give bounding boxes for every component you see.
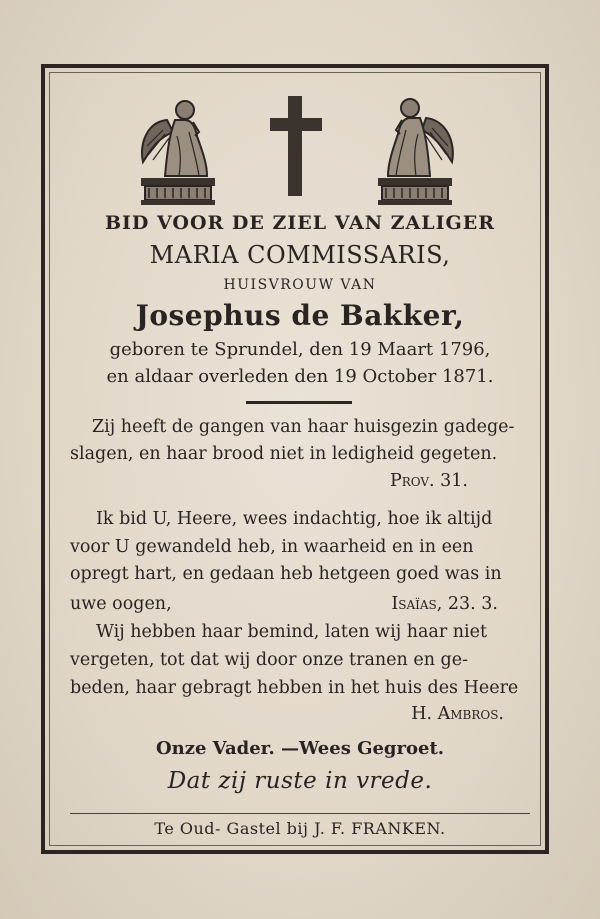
death-line: en aldaar overleden den 19 October 1871. [106,366,494,387]
footer-rule [70,813,530,814]
verse1-line1: Zij heeft de gangen van haar huisgezin gadege- [92,417,515,437]
heading: BID VOOR DE ZIEL VAN ZALIGER [104,212,496,234]
spouse-name: Josephus de Bakker, [135,299,465,332]
verse2-line3: opregt hart, en gedaan heb hetgeen goed was in [70,564,502,584]
deceased-name: MARIA COMMISSARIS, [149,241,451,269]
verse2-line2: voor U gewandeld heb, in waarheid en in een [70,537,474,557]
closing-phrase: Dat zij ruste in vrede. [167,768,433,794]
verse3-line3: beden, haar gebragt hebben in het huis des Heere [70,678,519,698]
verse3-line2: vergeten, tot dat wij door onze tranen en ge- [70,650,469,670]
spouse-intro: HUISVROUW VAN [223,277,377,293]
printer-line: Te Oud- Gastel bij J. F. FRANKEN. [154,819,446,838]
praying-angel-right-icon [372,90,458,208]
praying-angel-left-icon [137,92,223,208]
verse1-line2: slagen, en haar brood niet in ledigheid gegeten. [70,444,498,464]
verse2-line1: Ik bid U, Heere, wees indachtig, hoe ik altijd [96,509,493,529]
prayers: Onze Vader. —Wees Gegroet. [155,738,445,759]
verse3-line1: Wij hebben haar bemind, laten wij haar niet [96,622,488,642]
verse2-source: Isaïas, 23. 3. [391,594,498,614]
verse3-source: H. Ambros. [411,704,504,724]
divider [246,401,352,404]
verse2-line4: uwe oogen, [70,594,172,614]
verse1-source: Prov. 31. [389,471,468,491]
cross-icon [268,94,324,198]
birth-line: geboren te Sprundel, den 19 Maart 1796, [109,339,491,360]
